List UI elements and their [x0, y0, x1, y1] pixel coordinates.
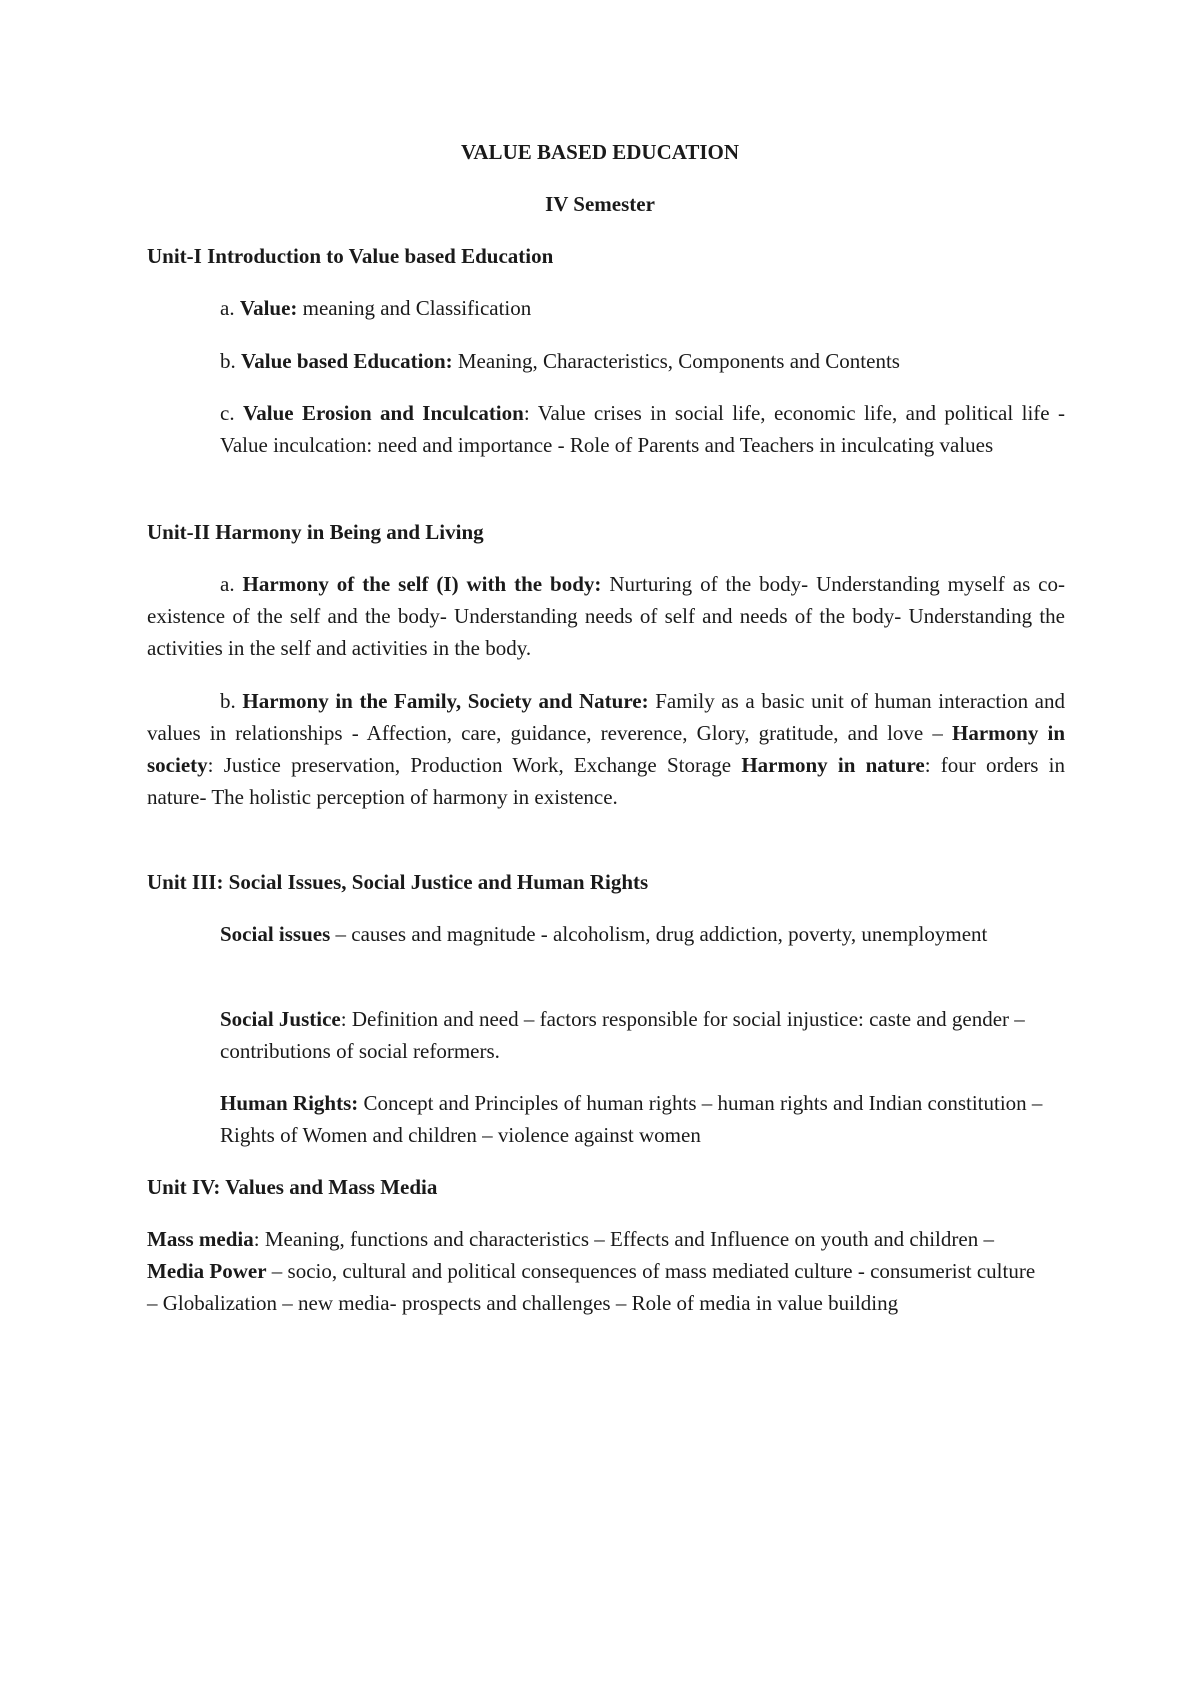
- item-text: meaning and Classification: [297, 296, 532, 320]
- item-prefix: a.: [220, 296, 240, 320]
- unit-2-heading: Unit-II Harmony in Being and Living: [147, 520, 484, 544]
- unit-1-item-a: [220, 292, 1070, 324]
- item-text: Family as a basic unit of human interaction and values in relationships - Affection, care, guidance, reverence, Glory, gratitude, and love –: [147, 689, 1066, 745]
- item-prefix: c.: [220, 401, 243, 425]
- item-text: : Definition and need – factors responsible for social injustice: caste and gender – contributions of social reformers.: [220, 1007, 1025, 1063]
- item-text: : Value crises in social life, economic life, and political life - Value inculcation: need and importance - Role of Parents and Teachers in inculcating values: [220, 401, 1065, 457]
- unit-2-item-a: [147, 568, 1065, 664]
- unit-2-item-b: [147, 685, 1065, 813]
- unit-3-social-justice: [220, 1003, 1070, 1067]
- item-term-society: Harmony in society: [147, 721, 1066, 777]
- unit-1-heading: Unit-I Introduction to Value based Education: [147, 244, 554, 268]
- item-term-media-power: Media Power: [147, 1259, 267, 1283]
- unit-1-item-c: [220, 397, 1065, 461]
- semester-label: IV Semester: [545, 192, 655, 216]
- item-term: Human Rights:: [220, 1091, 359, 1115]
- item-text: : four orders in nature- The holistic perception of harmony in existence.: [147, 753, 1065, 809]
- item-text: : Meaning, functions and characteristics – Effects and Influence on youth and children –: [253, 1227, 994, 1251]
- item-term-nature: Harmony in nature: [741, 753, 925, 777]
- item-term: Mass media: [147, 1227, 254, 1251]
- item-term: Value:: [239, 296, 298, 320]
- item-term: Value Erosion and Inculcation: [243, 401, 524, 425]
- unit-3-social-issues: [220, 918, 1010, 950]
- unit-1-item-b: [220, 345, 1070, 377]
- item-prefix: b.: [220, 349, 241, 373]
- item-text: : Justice preservation, Production Work, Exchange Storage: [207, 753, 742, 777]
- item-text: Meaning, Characteristics, Components and Contents: [452, 349, 900, 373]
- item-text: Nurturing of the body- Understanding myself as co-existence of the self and the body- Understanding needs of self and needs of the body- Understanding the activities in the self and activities in the body.: [147, 572, 1065, 660]
- item-term: Value based Education:: [241, 349, 453, 373]
- unit-3-human-rights: [220, 1087, 1050, 1151]
- item-prefix: a.: [220, 572, 243, 596]
- item-term: Social issues: [220, 922, 331, 946]
- unit-4-mass-media: [147, 1223, 1047, 1319]
- item-term: Harmony of the self (I) with the body:: [242, 572, 602, 596]
- document-title: VALUE BASED EDUCATION: [460, 140, 740, 164]
- item-term: Social Justice: [220, 1007, 341, 1031]
- item-text: – socio, cultural and political consequences of mass mediated culture - consumerist culture – Globalization – new media- prospects and challenges – Role of media in value building: [147, 1259, 1036, 1315]
- item-prefix: b.: [220, 689, 243, 713]
- item-term: Harmony in the Family, Society and Nature:: [242, 689, 649, 713]
- unit-4-heading: Unit IV: Values and Mass Media: [147, 1175, 438, 1199]
- unit-3-heading: Unit III: Social Issues, Social Justice and Human Rights: [147, 870, 649, 894]
- item-text: – causes and magnitude - alcoholism, drug addiction, poverty, unemployment: [330, 922, 988, 946]
- item-text: Concept and Principles of human rights – human rights and Indian constitution – Rights of Women and children – violence against women: [220, 1091, 1043, 1147]
